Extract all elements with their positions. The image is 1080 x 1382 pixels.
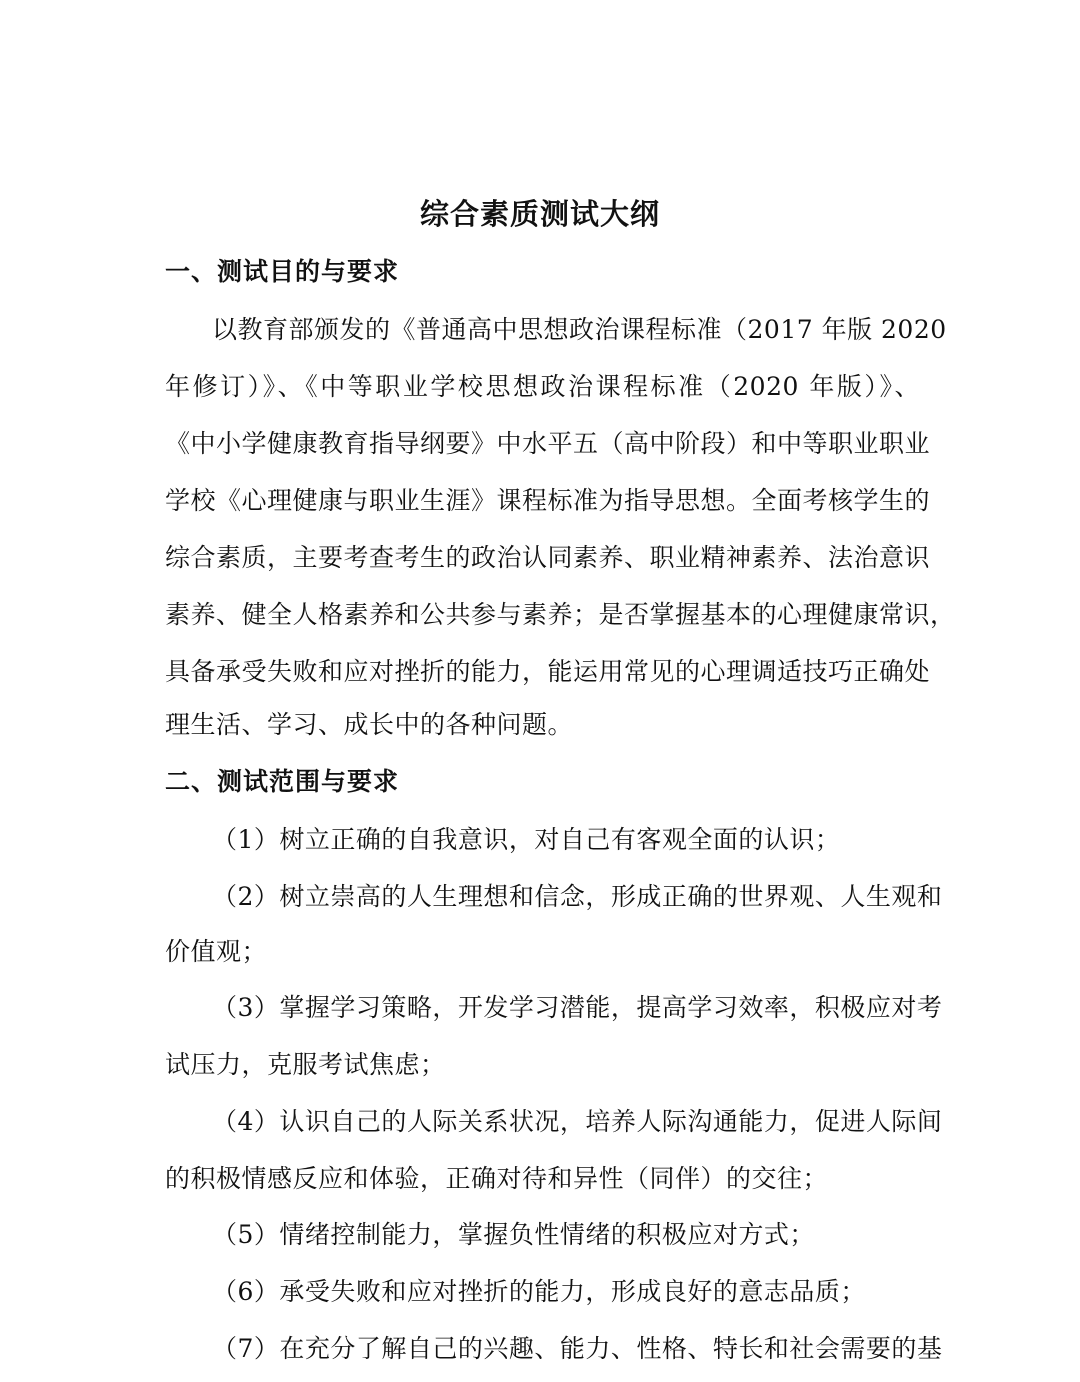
paragraph-line: 年修订）》、《中等职业学校思想政治课程标准（2020 年版）》、 [165, 372, 920, 401]
list-item-continuation: 价值观； [165, 937, 268, 966]
paragraph-line: 具备承受失败和应对挫折的能力，能运用常见的心理调适技巧正确处 [165, 657, 931, 686]
paragraph-line: 《中小学健康教育指导纲要》中水平五（高中阶段）和中等职业职业 [165, 429, 931, 458]
list-item: （3）掌握学习策略，开发学习潜能，提高学习效率，积极应对考 [212, 993, 943, 1022]
list-item-continuation: 试压力，克服考试焦虑； [165, 1050, 446, 1079]
list-item: （1）树立正确的自我意识，对自己有客观全面的认识； [212, 825, 841, 854]
list-item: （2）树立崇高的人生理想和信念，形成正确的世界观、人生观和 [212, 882, 943, 911]
section-heading-purpose: 一、测试目的与要求 [165, 257, 400, 286]
paragraph-line: 学校《心理健康与职业生涯》课程标准为指导思想。全面考核学生的 [165, 486, 931, 515]
list-item: （6）承受失败和应对挫折的能力，形成良好的意志品质； [212, 1277, 866, 1306]
paragraph-line: 理生活、学习、成长中的各种问题。 [165, 710, 574, 739]
list-item-continuation: 的积极情感反应和体验，正确对待和异性（同伴）的交往； [165, 1164, 829, 1193]
document-title: 综合素质测试大纲 [419, 197, 660, 231]
section-heading-scope: 二、测试范围与要求 [165, 767, 400, 796]
list-item: （4）认识自己的人际关系状况，培养人际沟通能力，促进人际间 [212, 1107, 943, 1136]
paragraph-line: 素养、健全人格素养和公共参与素养；是否掌握基本的心理健康常识， [165, 600, 956, 629]
paragraph-line: 综合素质，主要考查考生的政治认同素养、职业精神素养、法治意识 [165, 543, 931, 572]
list-item: （5）情绪控制能力，掌握负性情绪的积极应对方式； [212, 1220, 815, 1249]
list-item: （7）在充分了解自己的兴趣、能力、性格、特长和社会需要的基 [212, 1334, 943, 1363]
paragraph-line: 以教育部颁发的《普通高中思想政治课程标准（2017 年版 2020 [212, 315, 947, 344]
